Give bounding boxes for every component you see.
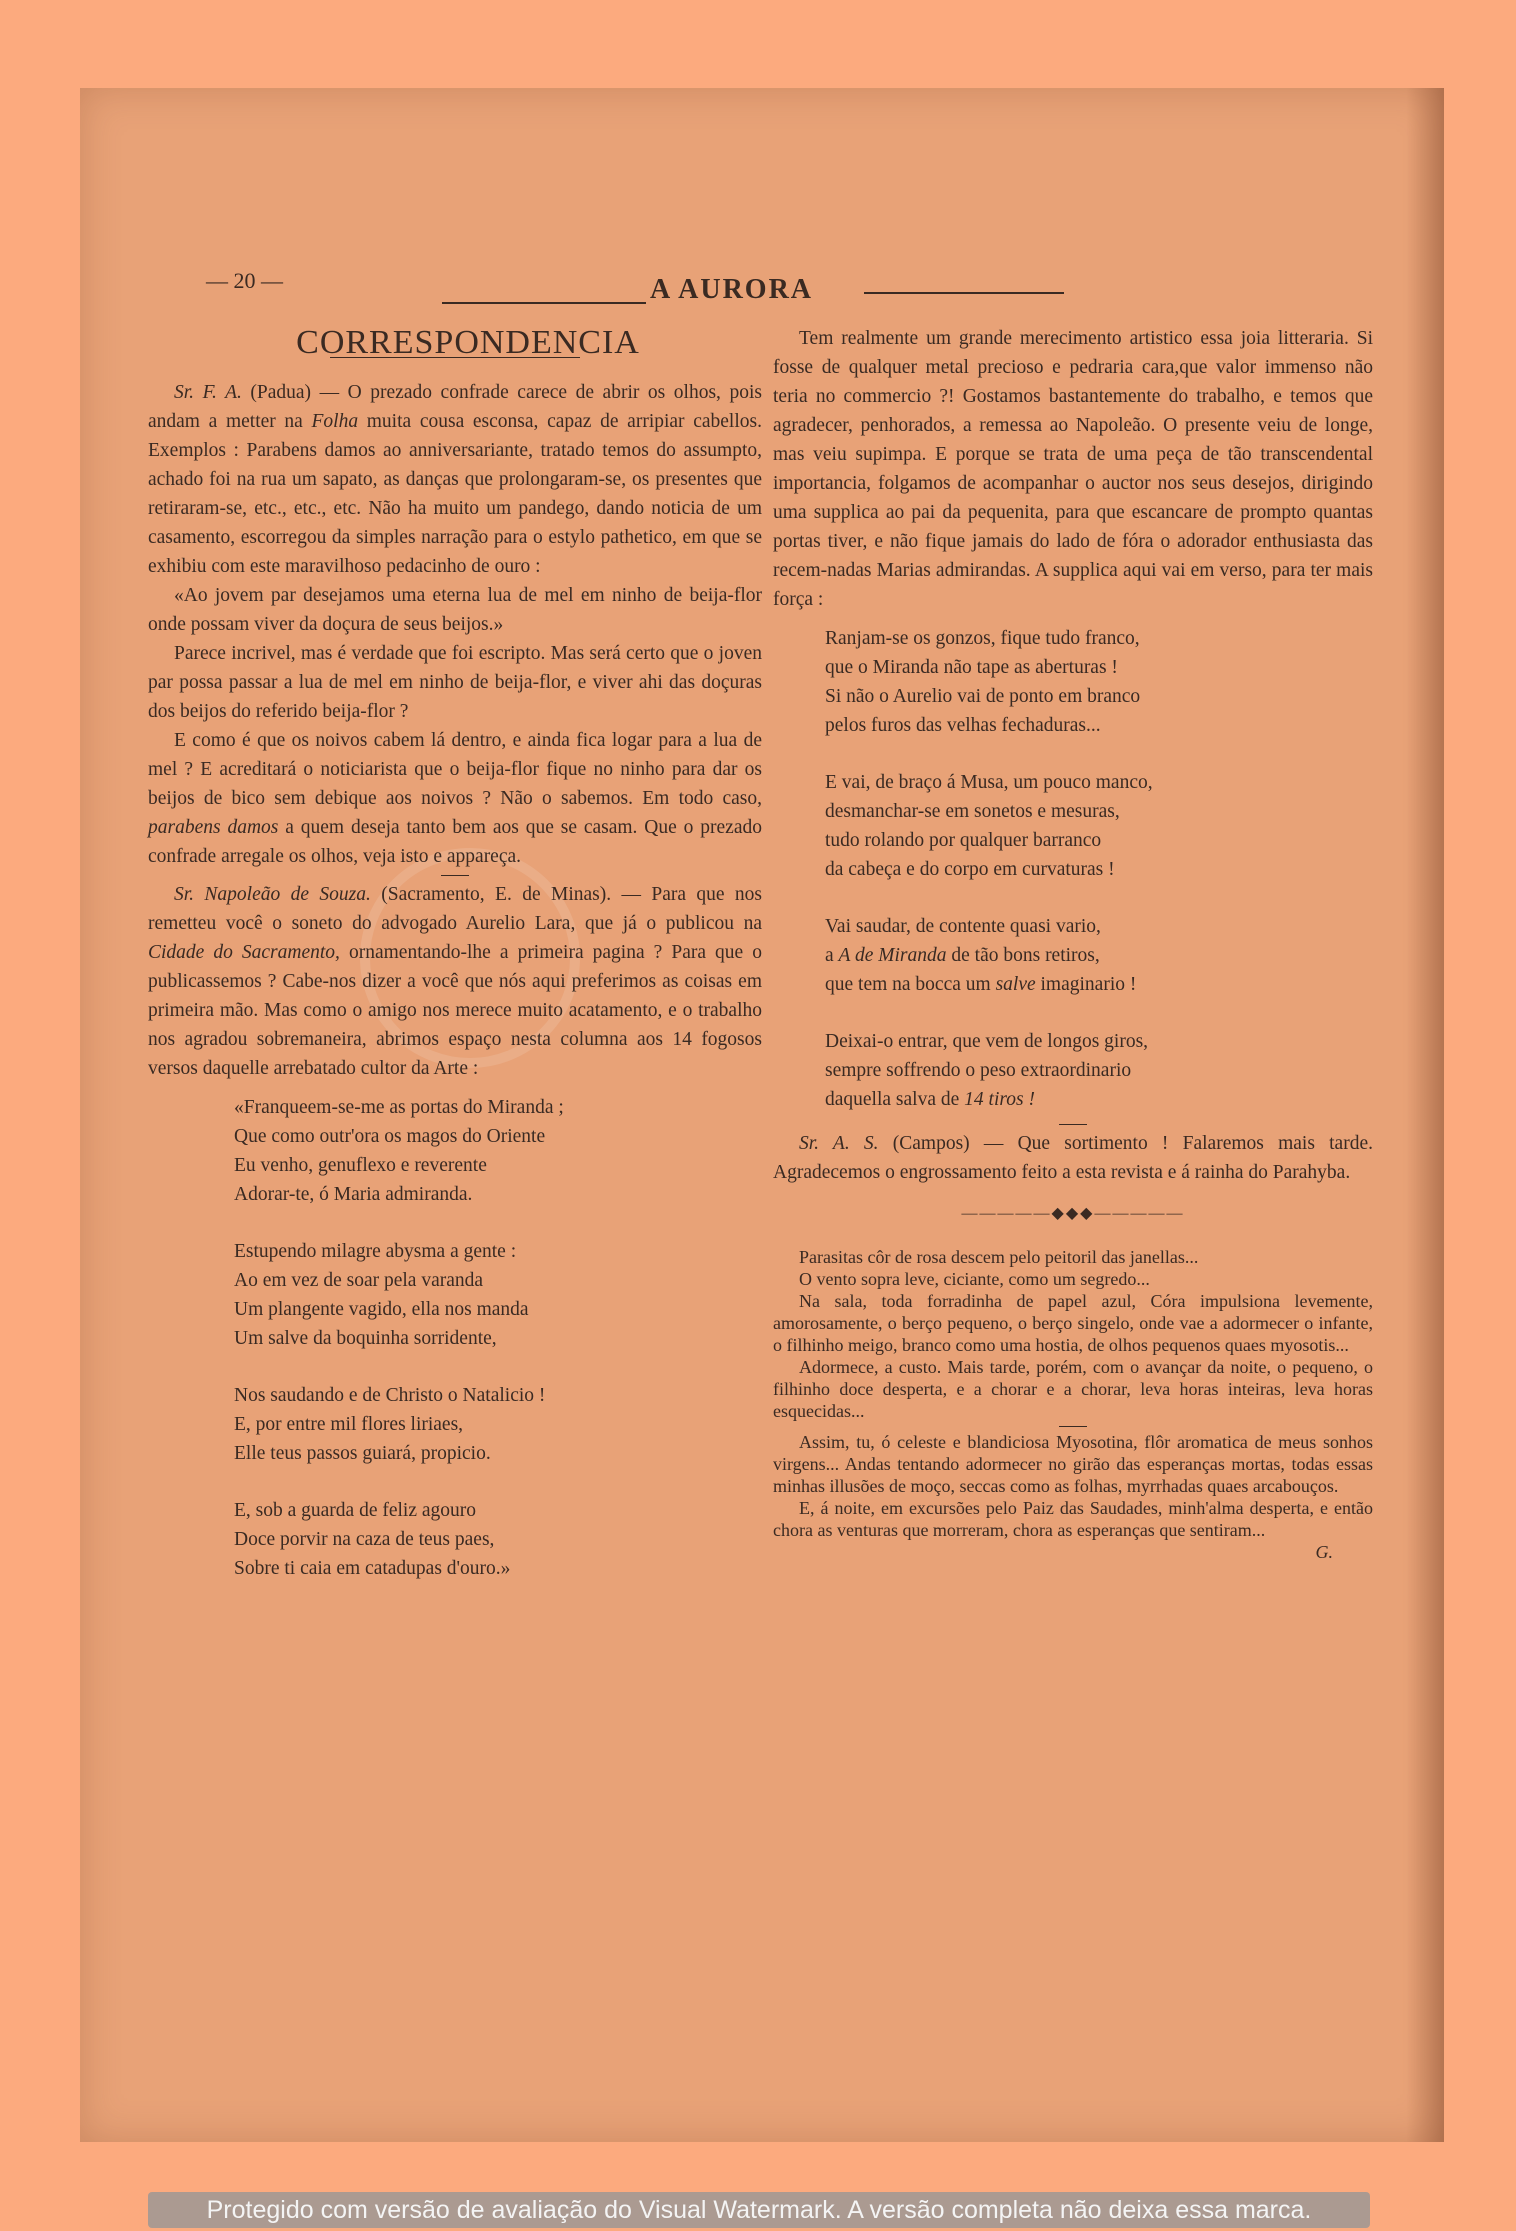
stanza [234,1381,762,1468]
stanza [825,768,1373,884]
verse-line: Nos saudando e de Christo o Natalicio ! [234,1385,546,1406]
verse-line: desmanchar-se em sonetos e mesuras, [825,801,1120,822]
verse-line: Deixai-o entrar, que vem de longos giros, [825,1031,1149,1052]
verse-line: que tem na bocca um salve imaginario ! [825,974,1137,995]
verse-line: que o Miranda não tape as aberturas ! [825,657,1118,678]
correspondent-name: Sr. Napoleão de Souza. [174,884,371,905]
paragraph: Sr. F. A. (Padua) — O prezado confrade carece de abrir os olhos, pois andam a metter na Folha muita cousa esconsa, capaz de arripiar cabellos. Exemplos : Parabens damos ao anniversariante, tratado temos do assumpto, achado foi na rua um sapato, as danças que prolongaram-se, os presentes que retiraram-se, etc., etc., etc. Não ha muito um pandego, dando noticia de um casamento, escorregou da simples narração para o estylo pathetico, em que se exhibiu com este maravilhoso pedacinho de ouro : [148,382,762,577]
verse-line: Que como outr'ora os magos do Oriente [234,1126,546,1147]
verse-line: Doce porvir na caza de teus paes, [234,1529,495,1550]
signature: G. [1315,1542,1333,1562]
verse-line: Um salve da boquinha sorridente, [234,1328,497,1349]
paragraph: Parece incrivel, mas é verdade que foi escripto. Mas será certo que o joven par possa passar a lua de mel em ninho de beija-flor, e viver ahi das doçuras dos beijos do referido beija-flor ? [148,643,762,722]
paragraph: «Ao jovem par desejamos uma eterna lua de mel em ninho de beija-flor onde possam viver da doçura de seus beijos.» [148,585,762,635]
verse-line: Elle teus passos guiará, propicio. [234,1443,491,1464]
paragraph: Sr. Napoleão de Souza. (Sacramento, E. de Minas). — Para que nos remetteu você o soneto do advogado Aurelio Lara, que já o publicou na Cidade do Sacramento, ornamentando-lhe a primeira pagina ? Para que o publicassemos ? Cabe-nos dizer a você que nós aqui preferimos as coisas em primeira mão. Mas como o amigo nos merece muito acatamento, e o trabalho nos agradou sobremaneira, abrimos espaço nesta columna aos 14 fogosos versos daquelle arrebatado cultor da Arte : [148,884,762,1079]
stanza [825,1027,1373,1114]
verse-line: «Franqueem-se-me as portas do Miranda ; [234,1097,564,1118]
paragraph: Assim, tu, ó celeste e blandiciosa Myosotina, flôr aromatica de meus sonhos virgens... Andas tentando adormecer no girão das esperanças mortas, todas essas minhas illusões de moço, seccas como as folhas, myrrhadas quaes arcabouços. [773,1432,1373,1496]
poem [773,624,1373,1114]
separator-dash [1059,1426,1087,1427]
paragraph: E, á noite, em excursões pelo Paiz das Saudades, minh'alma desperta, e então chora as venturas que morreram, chora as esperanças que sentiram... [773,1498,1373,1540]
stanza [825,624,1373,740]
verse-line: da cabeça e do corpo em curvaturas ! [825,859,1115,880]
section-title: CORRESPONDENCIA [296,324,640,361]
stanza [234,1237,762,1353]
verse-line: Ranjam-se os gonzos, fique tudo franco, [825,628,1140,649]
prose-poem [773,1246,1373,1563]
verse-line: tudo rolando por qualquer barranco [825,830,1102,851]
page-number: — 20 — [206,268,283,293]
paragraph: E como é que os noivos cabem lá dentro, e ainda fica logar para a lua de mel ? E acreditará o noticiarista que o beija-flor fique no ninho para dar os beijos de bico sem debique aos noivos ? Não o sabemos. Em todo caso, parabens damos a quem deseja tanto bem aos que se casam. Que o prezado confrade arregale os olhos, veja isto e appareça. [148,730,762,867]
paragraph: Tem realmente um grande merecimento artistico essa joia litteraria. Si fosse de qualquer metal precioso e pedraria cara,que valor immenso não teria no commercio ?! Gostamos bastantemente do trabalho, e temos que agradecer, penhorados, a remessa ao Napoleão. O presente veiu de longe, mas veiu supimpa. E porque se trata de uma peça de tão transcendental importancia, folgamos de acompanhar o auctor nos seus desejos, dirigindo uma supplica ao pai da pequenita, para que escancare de prompto quantas portas tiver, e não fique jamais do lado de fóra o adorador enthusiasta das recem-nadas Marias admirandas. A supplica aqui vai em verso, para ter mais força : [773,328,1373,610]
separator-dash [1059,1124,1087,1125]
verse-line: E, por entre mil flores liriaes, [234,1414,464,1435]
sonnet [148,1093,762,1583]
verse-line: pelos furos das velhas fechaduras... [825,715,1101,736]
verse-line: Adorar-te, ó Maria admiranda. [234,1184,473,1205]
masthead-title: A AURORA [650,274,814,305]
verse-line: Sobre ti caia em catadupas d'ouro.» [234,1558,511,1579]
paragraph: Parasitas côr de rosa descem pelo peitoril das janellas... [799,1247,1199,1267]
stanza [234,1496,762,1583]
masthead-rule-left [442,302,646,304]
correspondent-name: Sr. F. A. [174,382,242,403]
verse-line: E, sob a guarda de feliz agouro [234,1500,477,1521]
ornament-divider: —————◆◆◆————— [961,1205,1185,1222]
verse-line: Eu venho, genuflexo e reverente [234,1155,487,1176]
masthead-rule-right [864,292,1064,294]
newspaper-page [80,88,1444,2142]
verse-line: sempre soffrendo o peso extraordinario [825,1060,1132,1081]
verse-line: Si não o Aurelio vai de ponto em branco [825,686,1141,707]
verse-line: Estupendo milagre abysma a gente : [234,1241,517,1262]
paragraph: Adormece, a custo. Mais tarde, porém, com o avançar da noite, o pequeno, o filhinho doce desperta, e a chorar e a chorar, leva horas inteiras, leva horas esquecidas... [773,1357,1373,1421]
stanza [234,1093,762,1209]
paragraph: O vento sopra leve, ciciante, como um segredo... [799,1269,1150,1289]
verse-line: Ao em vez de soar pela varanda [234,1270,484,1291]
right-column [773,324,1373,1563]
paragraph: Sr. A. S. (Campos) — Que sortimento ! Falaremos mais tarde. Agradecemos o engrossamento feito a esta revista e á rainha do Parahyba. [773,1133,1373,1183]
verse-line: daquella salva de 14 tiros ! [825,1089,1035,1110]
correspondent-name: Sr. A. S. [799,1133,879,1154]
verse-line: E vai, de braço á Musa, um pouco manco, [825,772,1153,793]
left-column [148,324,762,1611]
watermark-banner: Protegido com versão de avaliação do Visual Watermark. A versão completa não deixa essa marca. [148,2192,1370,2228]
verse-line: Vai saudar, de contente quasi vario, [825,916,1101,937]
stanza [825,912,1373,999]
separator-dash [441,875,469,876]
verse-line: Um plangente vagido, ella nos manda [234,1299,529,1320]
paragraph: Na sala, toda forradinha de papel azul, Córa impulsiona levemente, amorosamente, o berço pequeno, o berço singelo, onde vae a adormecer o infante, o filhinho meigo, branco como uma hostia, de olhos pequenos quaes myosotis... [773,1291,1373,1355]
verse-line: a A de Miranda de tão bons retiros, [825,945,1100,966]
